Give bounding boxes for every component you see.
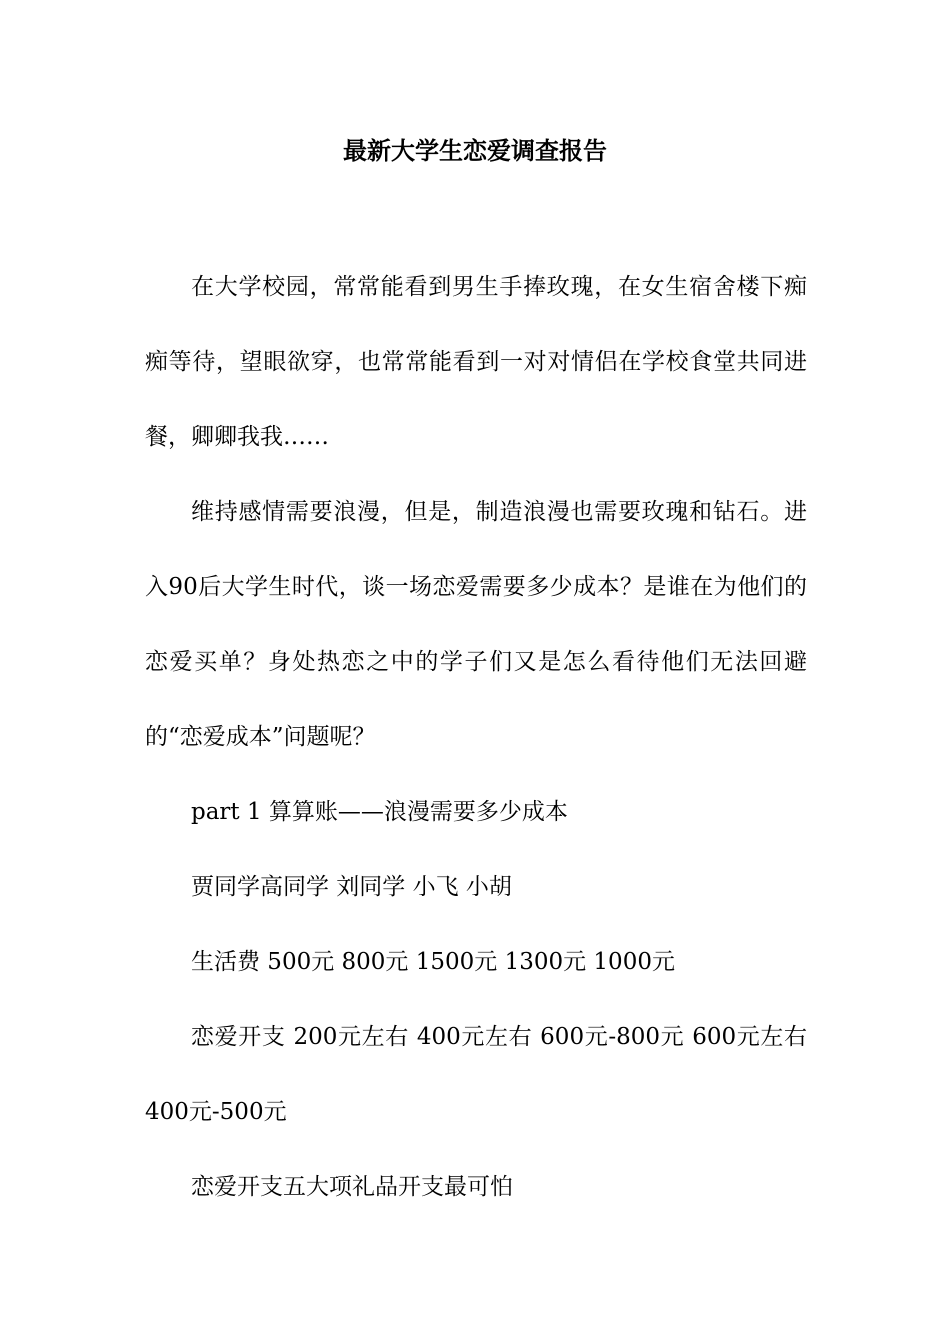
section-heading-part1: part 1 算算账——浪漫需要多少成本 (191, 799, 568, 825)
paragraph-dating-expenses: 恋爱开支 200元左右 400元左右 600元-800元 600元左右 400元-500元 (145, 1024, 807, 1125)
document-body (145, 250, 807, 1225)
document-title: 最新大学生恋爱调查报告 (343, 136, 607, 165)
paragraph-student-names: 贾同学高同学 刘同学 小飞 小胡 (191, 874, 512, 900)
paragraph-cost-question: 维持感情需要浪漫，但是，制造浪漫也需要玫瑰和钻石。进入90后大学生时代，谈一场恋爱需要多少成本？是谁在为他们的恋爱买单？身处热恋之中的学子们又是怎么看待他们无法回避的“恋爱成本”问题呢？ (145, 499, 807, 750)
paragraph-gift-expenses: 恋爱开支五大项礼品开支最可怕 (191, 1174, 513, 1200)
paragraph-intro: 在大学校园，常常能看到男生手捧玫瑰，在女生宿舍楼下痴痴等待，望眼欲穿，也常常能看到一对对情侣在学校食堂共同进餐，卿卿我我…… (145, 274, 807, 450)
paragraph-living-expenses: 生活费 500元 800元 1500元 1300元 1000元 (191, 949, 675, 975)
